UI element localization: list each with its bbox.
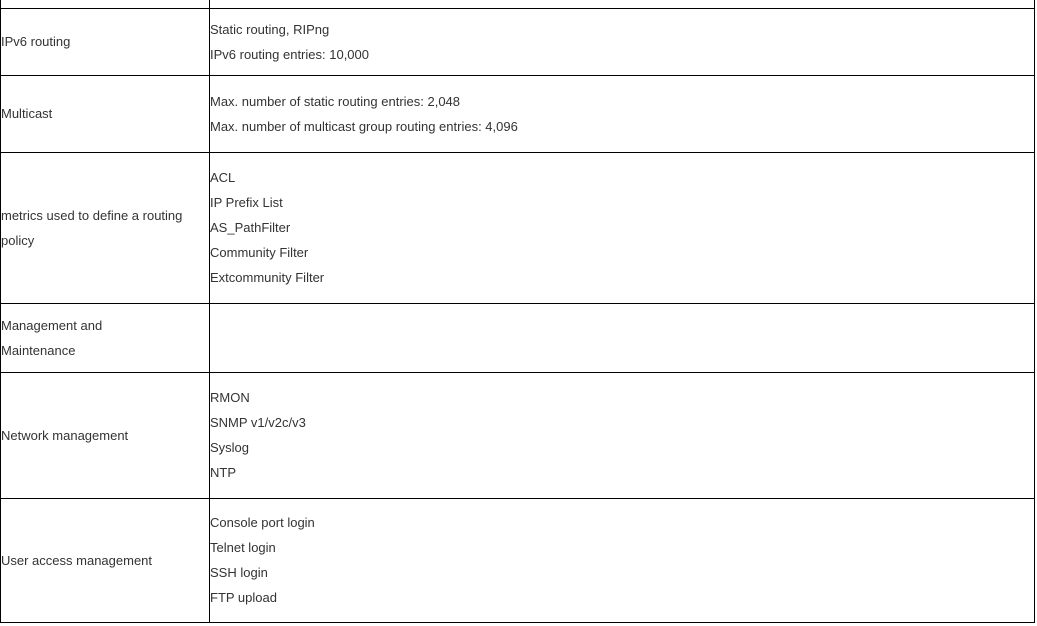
feature-cell bbox=[1, 8, 210, 75]
cell-line: Max. number of static routing entries: 2,048 bbox=[210, 93, 461, 109]
details-cell bbox=[210, 152, 1035, 303]
table-row bbox=[1, 372, 1035, 498]
feature-cell bbox=[1, 0, 210, 8]
cell-line: Console port login bbox=[210, 515, 315, 530]
details-cell bbox=[210, 8, 1035, 75]
feature-cell bbox=[1, 372, 210, 498]
details-cell bbox=[210, 498, 1035, 622]
cell-line: Management and bbox=[1, 317, 103, 333]
details-cell bbox=[210, 75, 1035, 152]
table-row bbox=[1, 303, 1035, 372]
cell-line: NTP bbox=[210, 465, 236, 480]
cell-line: IPv6 routing entries: 10,000 bbox=[210, 46, 369, 62]
cell-line: IP Prefix List bbox=[210, 195, 283, 210]
feature-cell bbox=[1, 152, 210, 303]
cell-line: Multicast bbox=[1, 106, 53, 121]
cell-line: metrics used to define a routing bbox=[1, 207, 183, 223]
table-row-partial bbox=[1, 0, 1035, 8]
cell-line: SSH login bbox=[210, 565, 268, 580]
cell-line: ACL bbox=[210, 170, 236, 185]
cell-line: policy bbox=[1, 232, 35, 248]
cell-line: IPv6 routing bbox=[1, 34, 71, 49]
details-cell bbox=[210, 372, 1035, 498]
cell-line: Syslog bbox=[210, 440, 250, 455]
cell-line: AS_PathFilter bbox=[210, 220, 291, 235]
details-cell bbox=[210, 0, 1035, 8]
cell-line: Community Filter bbox=[210, 245, 309, 260]
spec-table-body bbox=[1, 0, 1035, 622]
cell-line: SNMP v1/v2c/v3 bbox=[210, 415, 306, 430]
feature-cell bbox=[1, 303, 210, 372]
cell-line: FTP upload bbox=[210, 590, 277, 605]
feature-cell bbox=[1, 498, 210, 622]
cell-line: Network management bbox=[1, 427, 129, 443]
cell-line: Max. number of multicast group routing entries: 4,096 bbox=[210, 118, 518, 134]
cell-line: RMON bbox=[210, 390, 250, 405]
table-row bbox=[1, 152, 1035, 303]
details-cell bbox=[210, 303, 1035, 372]
cell-line: User access management bbox=[1, 552, 153, 568]
feature-cell bbox=[1, 75, 210, 152]
cell-line: Extcommunity Filter bbox=[210, 270, 325, 285]
cell-line: Static routing, RIPng bbox=[210, 21, 330, 37]
table-row bbox=[1, 75, 1035, 152]
table-row bbox=[1, 498, 1035, 622]
cell-line: Telnet login bbox=[210, 540, 276, 555]
cell-line: Maintenance bbox=[1, 342, 76, 358]
table-row bbox=[1, 8, 1035, 75]
